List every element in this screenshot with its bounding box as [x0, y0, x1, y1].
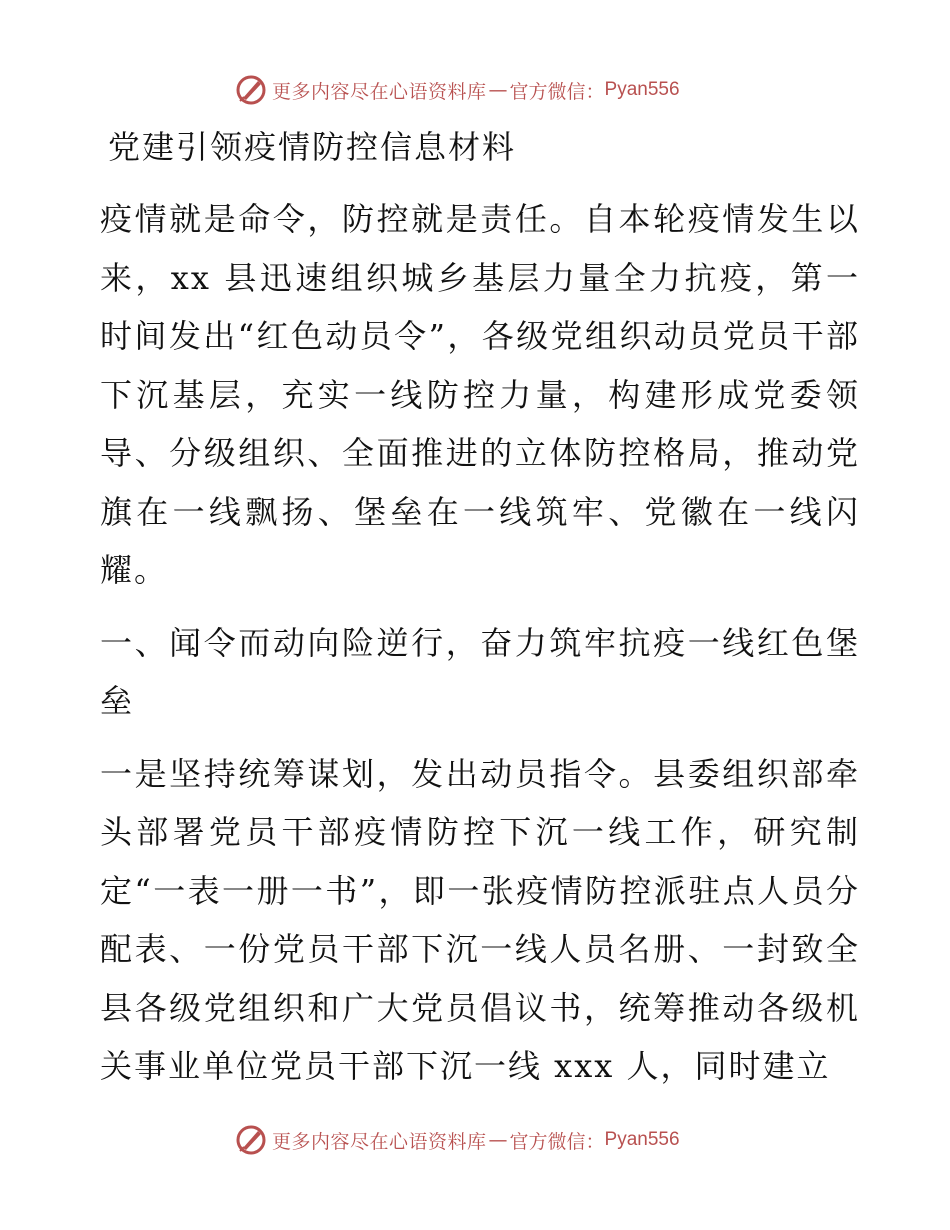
- watermark-inner: [234, 1120, 680, 1160]
- watermark-brand: 更多内容尽在心语资料库: [272, 1130, 487, 1153]
- paragraph-intro: 疫情就是命令，防控就是责任。自本轮疫情发生以来，xx 县迅速组织城乡基层力量全力抗疫，第一时间发出“红色动员令”，各级党组织动员党员干部下沉基层，充实一线防控力量，构建形成党委领导、分级组织、全面推进的立体防控格局，推动党旗在一线飘扬、堡垒在一线筑牢、党徽在一线闪耀。: [100, 200, 860, 589]
- paragraph-section-1-point-1: 一是坚持统筹谋划，发出动员指令。县委组织部牵头部署党员干部疫情防控下沉一线工作，研究制定“一表一册一书”，即一张疫情防控派驻点人员分配表、一份党员干部下沉一线人员名册、一封致全县各级党组织和广大党员倡议书，统筹推动各级机关事业单位党员干部下沉一线 xxx 人，同时建立: [100, 754, 860, 1085]
- watermark-banner-top: [0, 70, 950, 110]
- watermark-official: 官方微信：: [509, 1130, 605, 1153]
- quill-logo-icon: [234, 1123, 268, 1157]
- quill-logo-icon: [234, 73, 268, 107]
- watermark-official: 官方微信：: [509, 80, 605, 103]
- section-heading-1: 一、闻令而动向险逆行，奋力筑牢抗疫一线红色堡垒: [100, 623, 860, 720]
- watermark-wechat-id: Pyan556: [604, 79, 680, 100]
- watermark-dash: —: [488, 79, 508, 101]
- watermark-dash: —: [488, 1129, 508, 1151]
- watermark-wechat-id: Pyan556: [604, 1129, 680, 1150]
- watermark-brand: 更多内容尽在心语资料库: [272, 80, 487, 103]
- watermark-inner: [234, 70, 680, 110]
- watermark-banner-bottom: [0, 1120, 950, 1160]
- document-body: [100, 118, 860, 1096]
- document-title: 党建引领疫情防控信息材料: [108, 128, 517, 166]
